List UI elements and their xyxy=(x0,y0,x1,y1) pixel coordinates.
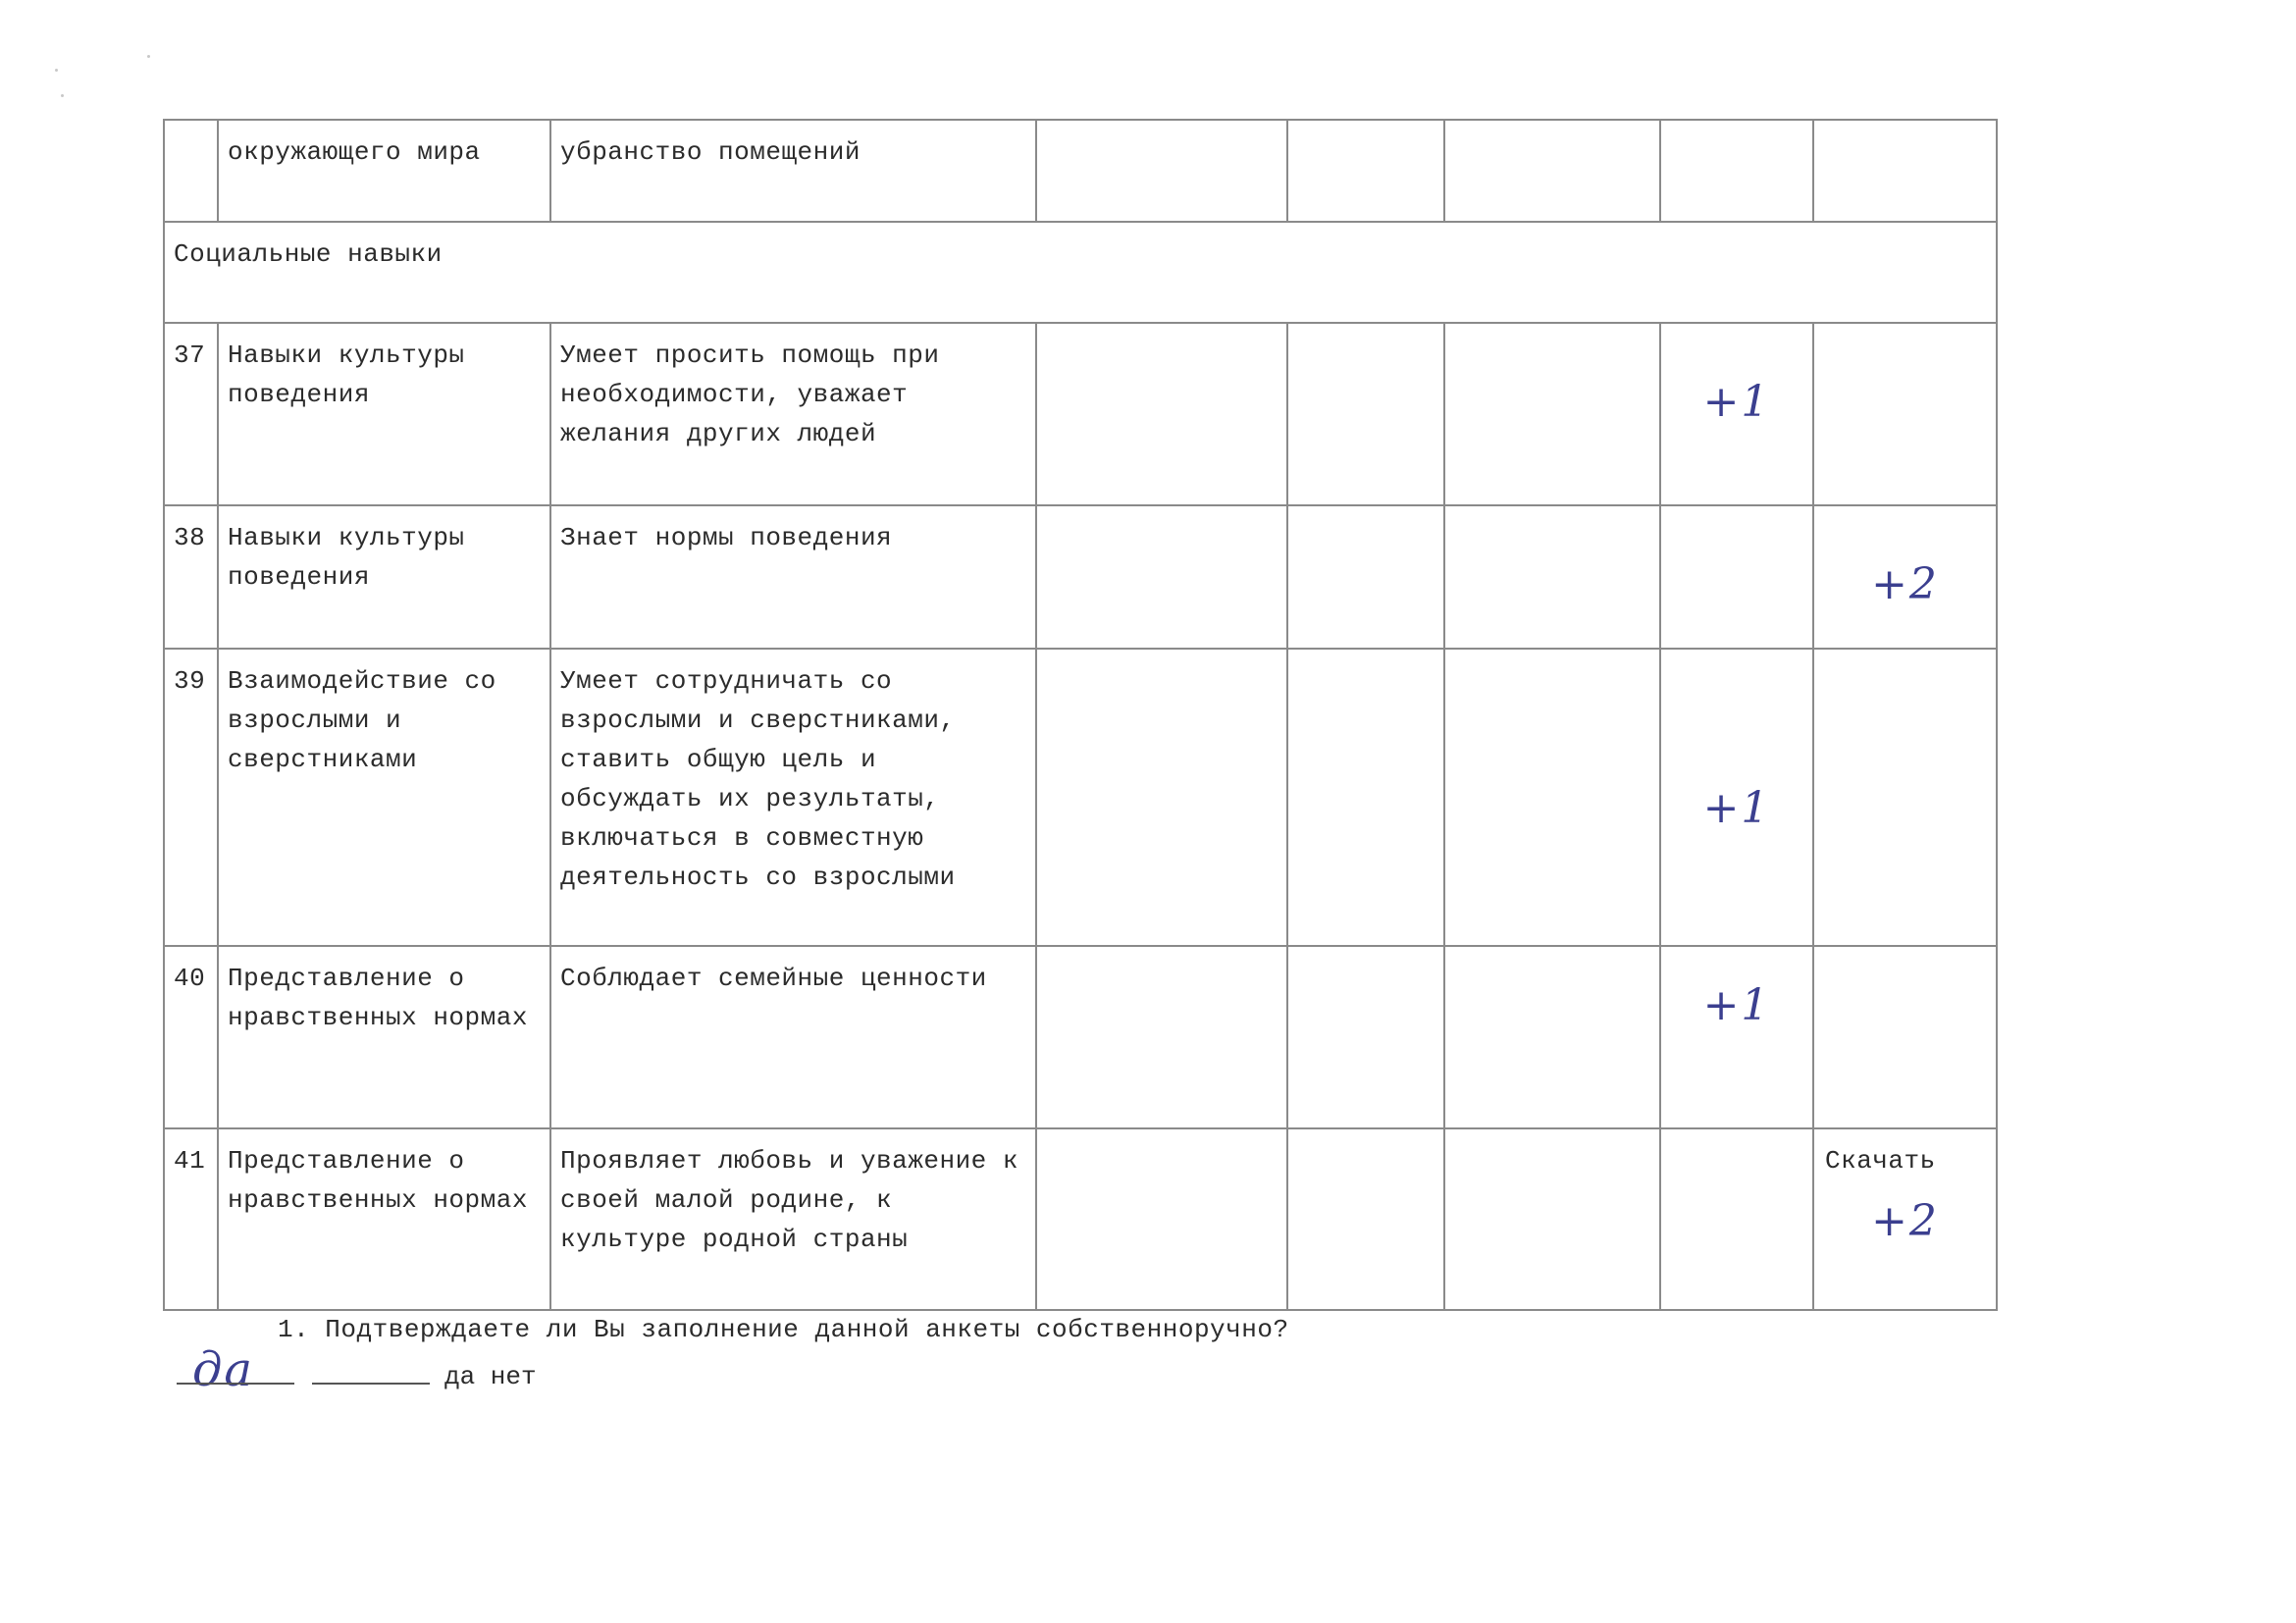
handwritten-mark: +1 xyxy=(1702,377,1771,427)
score-cell xyxy=(1036,1128,1287,1310)
row-number: 39 xyxy=(164,649,218,946)
table-row-top xyxy=(164,120,1997,222)
skill-description: Проявляет любовь и уважение к своей малой родине, к культуре родной страны xyxy=(550,1128,1036,1310)
score-cell xyxy=(1287,323,1444,505)
score-cell xyxy=(1444,649,1660,946)
score-cell-marked xyxy=(1813,1128,1997,1310)
score-cell xyxy=(1444,946,1660,1128)
score-cell xyxy=(1813,120,1997,222)
row-number: 37 xyxy=(164,323,218,505)
score-cell xyxy=(1813,323,1997,505)
skill-label: Представление о нравственных нормах xyxy=(218,946,550,1128)
survey-table xyxy=(163,119,1998,1311)
skill-description: Знает нормы поведения xyxy=(550,505,1036,649)
score-cell xyxy=(1444,323,1660,505)
num-cell xyxy=(164,120,218,222)
score-cell xyxy=(1660,1128,1813,1310)
skill-label: окружающего мира xyxy=(218,120,550,222)
skill-description: Умеет сотрудничать со взрослыми и сверстниками, ставить общую цель и обсуждать их результаты, включаться в совместную деятельность со взрослыми xyxy=(550,649,1036,946)
handwritten-mark: +1 xyxy=(1702,980,1771,1030)
score-cell xyxy=(1444,120,1660,222)
score-cell xyxy=(1813,649,1997,946)
section-heading: Социальные навыки xyxy=(164,222,1997,323)
handwritten-answer: да xyxy=(192,1342,255,1397)
answer-options: да нет xyxy=(444,1362,537,1391)
skill-label: Навыки культуры поведения xyxy=(218,505,550,649)
score-cell xyxy=(1444,1128,1660,1310)
handwritten-mark: +1 xyxy=(1702,783,1771,833)
table-row xyxy=(164,505,1997,649)
score-cell xyxy=(1287,120,1444,222)
handwritten-mark: +2 xyxy=(1871,559,1939,609)
table-row xyxy=(164,946,1997,1128)
score-cell-marked xyxy=(1660,323,1813,505)
section-row xyxy=(164,222,1997,323)
table-row xyxy=(164,649,1997,946)
score-cell-marked xyxy=(1660,649,1813,946)
score-cell xyxy=(1444,505,1660,649)
confirmation-question: 1. Подтверждаете ли Вы заполнение данной анкеты собственноручно? xyxy=(278,1315,1289,1344)
score-cell xyxy=(1036,323,1287,505)
skill-description: убранство помещений xyxy=(550,120,1036,222)
score-cell xyxy=(1036,649,1287,946)
skill-label: Навыки культуры поведения xyxy=(218,323,550,505)
scan-speck xyxy=(55,69,58,72)
answer-blank-yes[interactable] xyxy=(177,1383,294,1385)
score-cell xyxy=(1287,649,1444,946)
score-cell xyxy=(1036,946,1287,1128)
download-link[interactable]: Скачать xyxy=(1825,1146,1936,1176)
scan-speck xyxy=(147,55,150,58)
score-cell xyxy=(1287,1128,1444,1310)
skill-description: Соблюдает семейные ценности xyxy=(550,946,1036,1128)
answer-blank-no[interactable] xyxy=(312,1383,430,1385)
skill-label: Представление о нравственных нормах xyxy=(218,1128,550,1310)
handwritten-mark: +2 xyxy=(1871,1196,1939,1246)
score-cell xyxy=(1287,505,1444,649)
score-cell xyxy=(1813,946,1997,1128)
score-cell xyxy=(1660,120,1813,222)
score-cell-marked xyxy=(1813,505,1997,649)
skill-description: Умеет просить помощь при необходимости, уважает желания других людей xyxy=(550,323,1036,505)
skill-label: Взаимодействие со взрослыми и сверстниками xyxy=(218,649,550,946)
scan-speck xyxy=(61,94,64,97)
row-number: 38 xyxy=(164,505,218,649)
score-cell xyxy=(1660,505,1813,649)
table-row xyxy=(164,323,1997,505)
score-cell-marked xyxy=(1660,946,1813,1128)
score-cell xyxy=(1036,505,1287,649)
score-cell xyxy=(1287,946,1444,1128)
table-row xyxy=(164,1128,1997,1310)
row-number: 40 xyxy=(164,946,218,1128)
row-number: 41 xyxy=(164,1128,218,1310)
score-cell xyxy=(1036,120,1287,222)
